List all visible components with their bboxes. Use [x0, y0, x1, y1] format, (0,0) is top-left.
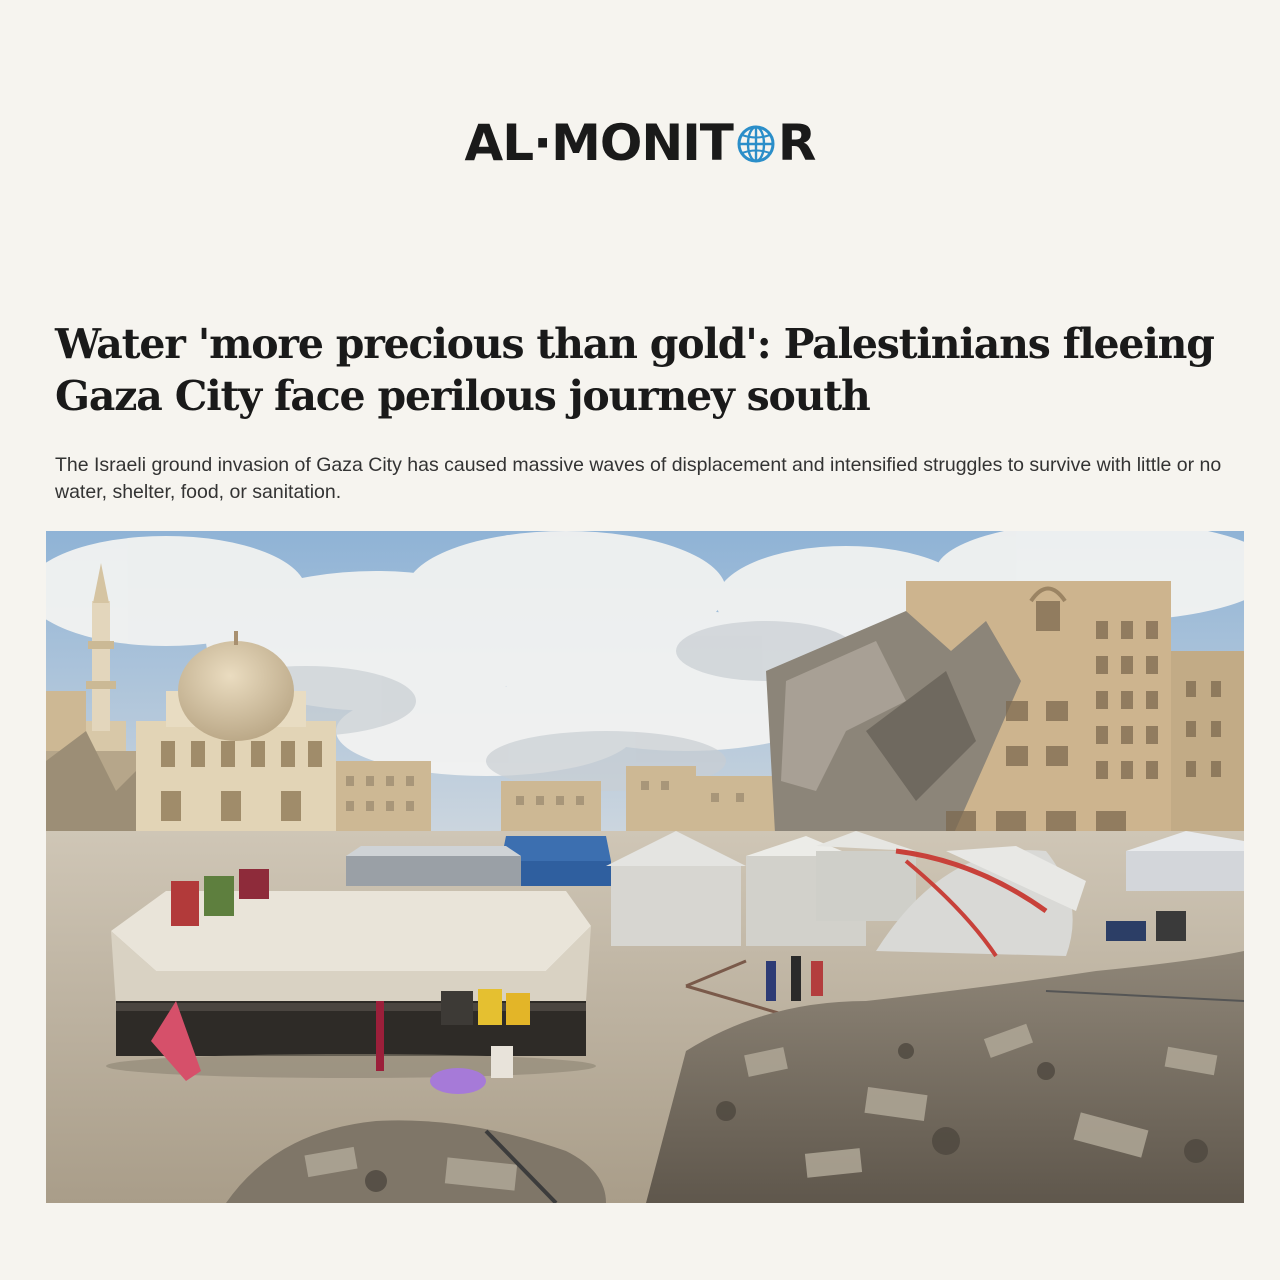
article-dek: The Israeli ground invasion of Gaza City has caused massive waves of displacement and intensified struggles to survive with little or no water, shelter, food, or sanitation.	[55, 454, 1222, 503]
logo-text-right: R	[777, 114, 816, 172]
logo-text-left: AL·MONIT	[464, 114, 733, 172]
site-logo[interactable]	[0, 114, 1280, 172]
hero-photo[interactable]	[46, 531, 1244, 1203]
photo-illustration	[46, 531, 1244, 1203]
article-headline[interactable]: Water 'more precious than gold': Palestinians fleeing Gaza City face perilous journey south	[55, 320, 1214, 420]
globe-icon	[736, 124, 776, 164]
